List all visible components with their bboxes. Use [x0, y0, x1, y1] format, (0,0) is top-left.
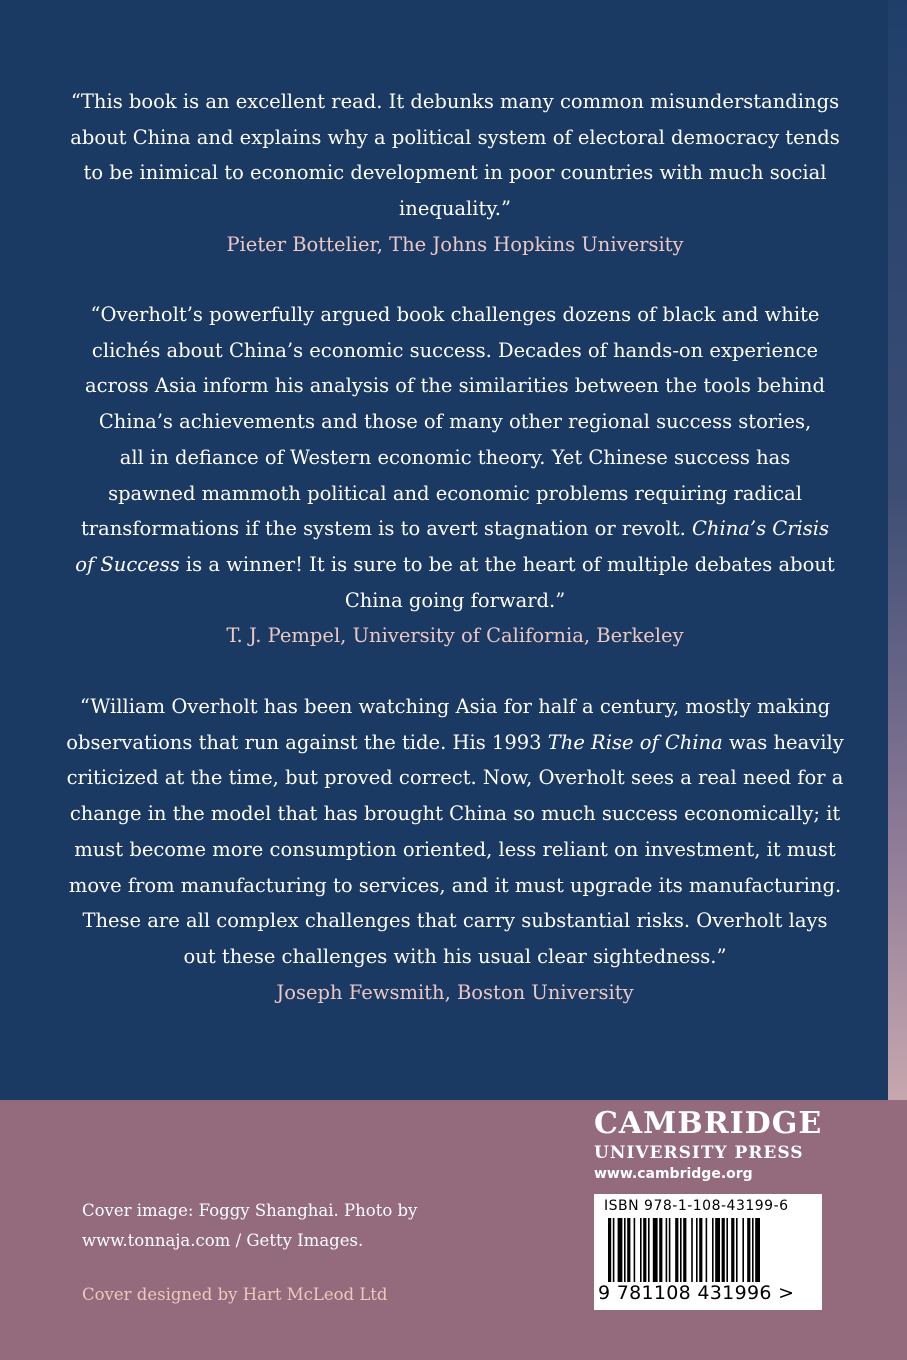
quote-line: change in the model that has brought China so much success economically; it [69, 802, 841, 826]
barcode-bar [726, 1218, 728, 1282]
quote-fewsmith [60, 689, 850, 1010]
quote-attribution: Joseph Fewsmith, Boston University [276, 980, 634, 1004]
designer-credit: Cover designed by Hart McLeod Ltd [82, 1285, 388, 1304]
quote-bottelier [60, 84, 850, 263]
barcode-bar [683, 1218, 686, 1282]
book-title: The Rise of China [547, 730, 723, 754]
barcode-bar [691, 1218, 693, 1282]
quote-line: inequality.” [399, 197, 511, 221]
barcode-bars [608, 1218, 808, 1282]
quote-line: criticized at the time, but proved correct. Now, Overholt sees a real need for a [66, 766, 844, 790]
quote-attribution: Pieter Bottelier, The Johns Hopkins University [226, 232, 684, 256]
barcode-bar [712, 1218, 714, 1282]
quote-line: out these challenges with his usual clear sightedness.” [183, 944, 727, 968]
cover-image-credit [82, 1196, 417, 1256]
quote-line: about China and explains why a political system of electoral democracy tends [70, 125, 840, 149]
barcode-digits: 9 781108 431996 > [598, 1282, 795, 1304]
spine-edge [888, 0, 907, 1100]
quote-line: “William Overholt has been watching Asia for half a century, mostly making [79, 695, 831, 718]
quote-attribution: T. J. Pempel, University of California, Berkeley [226, 624, 684, 648]
book-title: of Success [75, 552, 180, 576]
credit-line: Cover image: Foggy Shanghai. Photo by [82, 1201, 418, 1220]
quote-line: must become more consumption oriented, less reliant on investment, it must [74, 837, 836, 861]
quote-line: to be inimical to economic development in poor countries with much social [83, 161, 827, 185]
barcode-bar [715, 1218, 720, 1282]
quote-text: observations that run against the tide. His 1993 [66, 730, 548, 754]
quote-line: move from manufacturing to services, and it must upgrade its manufacturing. [68, 873, 842, 897]
barcode-bar [755, 1218, 760, 1282]
quote-text: was heavily [722, 730, 844, 754]
barcode-bar [648, 1218, 650, 1282]
quote-line: China’s achievements and those of many other regional success stories, [98, 410, 812, 434]
quote-line: “This book is an excellent read. It debunks many common misunderstandings [70, 90, 840, 113]
isbn-label: ISBN 978-1-108-43199-6 [604, 1198, 789, 1214]
publisher-logo [594, 1106, 834, 1184]
quote-line: These are all complex challenges that carry substantial risks. Overholt lays [82, 909, 828, 933]
publisher-subname: UNIVERSITY PRESS [594, 1143, 804, 1163]
quote-line: spawned mammoth political and economic problems requiring radical [108, 481, 802, 505]
credit-line: www.tonnaja.com / Getty Images. [82, 1231, 364, 1250]
quote-pempel [60, 297, 850, 654]
quote-line: clichés about China’s economic success. Decades of hands-on experience [91, 338, 819, 362]
barcode-bar [659, 1218, 662, 1282]
barcode-bar [742, 1218, 744, 1282]
quote-line: “Overholt’s powerfully argued book challenges dozens of black and white [90, 303, 820, 326]
publisher-name: CAMBRIDGE [594, 1106, 823, 1141]
barcode-bar [675, 1218, 678, 1282]
book-title: China’s Crisis [691, 517, 830, 541]
barcode-bar [696, 1218, 698, 1282]
barcode-bar [752, 1218, 754, 1282]
quote-line [60, 547, 850, 583]
barcode-bar [608, 1218, 611, 1282]
barcode-bar [747, 1218, 750, 1282]
barcode-bar [736, 1218, 738, 1282]
barcode-bar [640, 1218, 642, 1282]
quote-text: transformations if the system is to avert stagnation or revolt. [80, 517, 692, 541]
barcode-bar [706, 1218, 708, 1282]
barcode-bar [627, 1218, 630, 1282]
barcode-bar [613, 1218, 615, 1282]
quote-line [60, 511, 850, 547]
isbn-barcode [594, 1194, 822, 1310]
barcode-bar [643, 1218, 646, 1282]
publisher-url: www.cambridge.org [594, 1166, 753, 1182]
barcode-bar [653, 1218, 658, 1282]
quote-line [60, 725, 850, 761]
quote-text: is a winner! It is sure to be at the heart of multiple debates about [179, 552, 835, 576]
barcode-bar [666, 1218, 668, 1282]
quote-line: across Asia inform his analysis of the similarities between the tools behind [85, 374, 825, 398]
barcode-bar [624, 1218, 626, 1282]
barcode-bar [699, 1218, 702, 1282]
barcode-bar [680, 1218, 682, 1282]
barcode-bar [669, 1218, 671, 1282]
quote-line: China going forward.” [344, 588, 566, 612]
barcode-bar [634, 1218, 636, 1282]
barcode-bar [731, 1218, 734, 1282]
barcode-bar [618, 1218, 623, 1282]
barcode-bar [722, 1218, 725, 1282]
quote-line: all in defiance of Western economic theory. Yet Chinese success has [119, 445, 791, 469]
